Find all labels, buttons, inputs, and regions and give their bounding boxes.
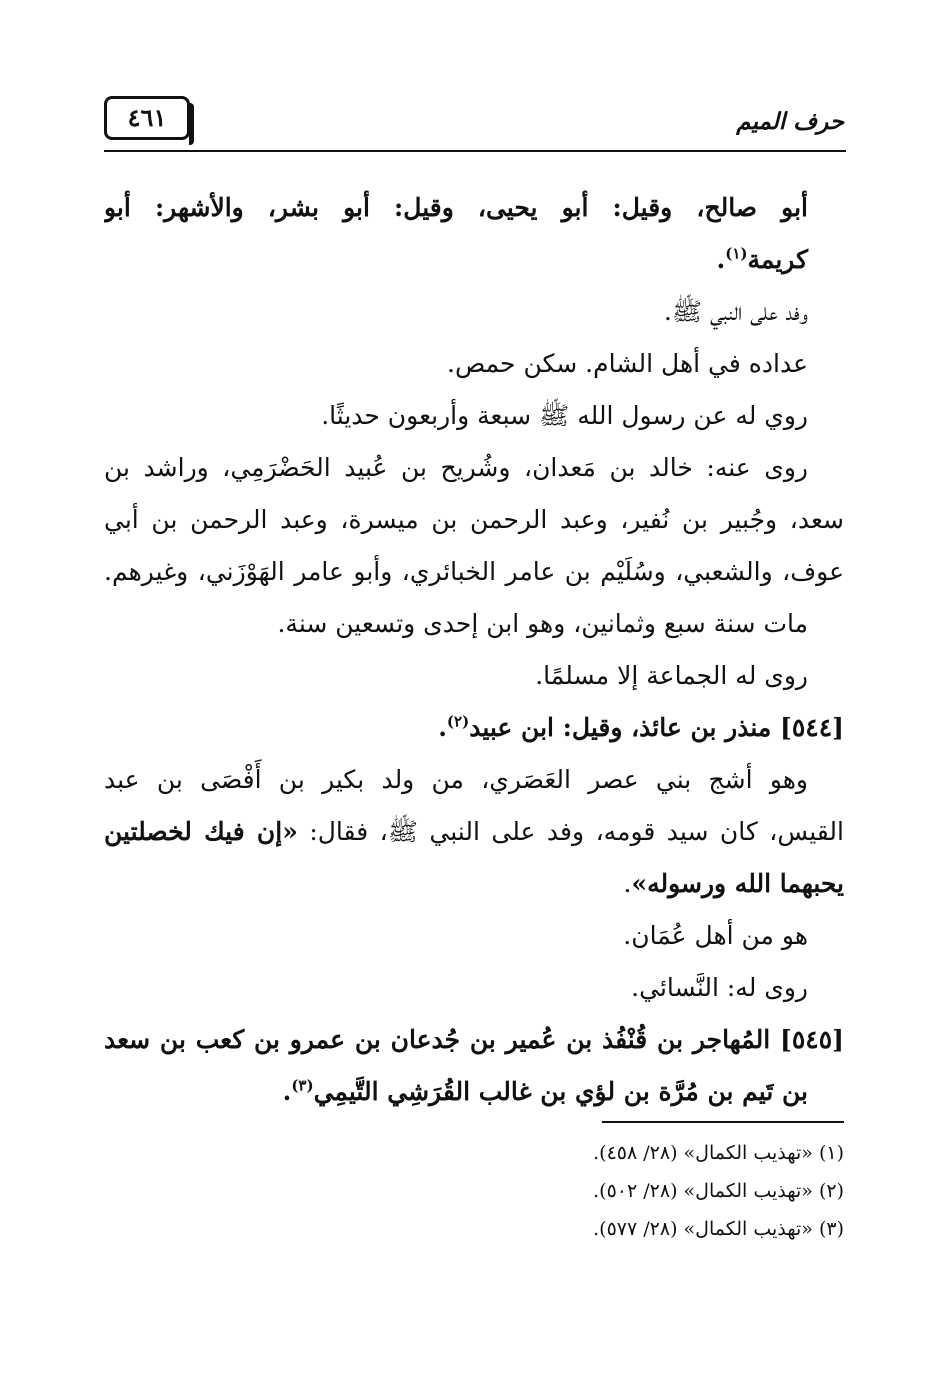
line-text: روى له: النَّسائي.: [631, 973, 808, 1002]
footnote-separator: [602, 1121, 844, 1123]
text-line: [104, 754, 844, 806]
line-tail: .: [716, 245, 726, 274]
text-line: [104, 962, 844, 1014]
header-rule: [104, 150, 846, 152]
text-line: [104, 442, 844, 494]
text-line: [104, 806, 844, 858]
footnote: (٣) «تهذيب الكمال» (٢٨/ ٥٧٧).: [593, 1218, 844, 1240]
main-text: [104, 182, 844, 1118]
line-text: [٥٤٥] المُهاجر بن قُنْفُذ بن عُمير بن جُدعان بن عمرو بن كعب بن سعد: [104, 1025, 844, 1054]
entry-heading-continued: [104, 1066, 844, 1118]
line-text: مات سنة سبع وثمانين، وهو ابن إحدى وتسعين سنة.: [277, 609, 808, 638]
text-line: [104, 286, 844, 338]
text-line: [104, 390, 844, 442]
line-text: روى له الجماعة إلا مسلمًا.: [535, 661, 808, 690]
line-text: وفد على النبي ﷺ.: [663, 297, 808, 326]
running-head: حرف الميم: [736, 108, 844, 135]
page-number: ٤٦١: [104, 96, 190, 140]
line-text: سعد، وجُبير بن نُفير، وعبد الرحمن بن ميسرة، وعبد الرحمن بن أبي: [104, 505, 844, 534]
line-text: عداده في أهل الشام. سكن حمص.: [447, 349, 808, 378]
line-text: [٥٤٤] منذر بن عائذ، وقيل: ابن عبيد: [469, 713, 844, 742]
line-tail: .: [282, 1077, 292, 1106]
text-line: [104, 858, 844, 910]
line-text: وهو أشج بني عصر العَصَري، من ولد بكير بن أَفْصَى بن عبد: [104, 765, 808, 794]
line-text: القيس، كان سيد قومه، وفد على النبي ﷺ، فقال:: [297, 817, 844, 846]
text-line: [104, 598, 844, 650]
footnotes: [593, 1134, 844, 1248]
line-tail: .: [623, 869, 632, 898]
text-line: [104, 494, 844, 546]
text-line: [104, 910, 844, 962]
line-text: روي له عن رسول الله ﷺ سبعة وأربعون حديثًا.: [321, 401, 808, 430]
text-line: [104, 338, 844, 390]
text-line: [104, 234, 844, 286]
text-line: [104, 546, 844, 598]
line-text: روى عنه: خالد بن مَعدان، وشُريح بن عُبيد الحَضْرَمِي، وراشد بن: [104, 453, 808, 482]
line-text: هو من أهل عُمَان.: [623, 921, 808, 950]
text-line: [104, 182, 844, 234]
line-tail: .: [438, 713, 447, 742]
footnote-ref: (٣): [291, 1076, 314, 1095]
footnote: (١) «تهذيب الكمال» (٢٨/ ٤٥٨).: [593, 1142, 844, 1164]
entry-heading: [104, 702, 844, 754]
footnote-ref: (١): [725, 244, 748, 263]
line-text: يحبهما الله ورسوله»: [631, 869, 844, 898]
line-text: بن تَيم بن مُرَّة بن لؤي بن غالب القُرَشِي التَّيمِي: [313, 1077, 808, 1106]
entry-heading: [104, 1014, 844, 1066]
line-text: عوف، والشعبي، وسُلَيْم بن عامر الخبائري، وأبو عامر الهَوْزَني، وغيرهم.: [104, 557, 844, 586]
line-text: كريمة: [747, 245, 808, 274]
footnote: (٢) «تهذيب الكمال» (٢٨/ ٥٠٢).: [593, 1180, 844, 1202]
footnote-ref: (٢): [446, 712, 470, 731]
text-line: [104, 650, 844, 702]
hadith-quote: «إن فيك لخصلتين: [104, 817, 298, 846]
line-text: أبو صالح، وقيل: أبو يحيى، وقيل: أبو بشر، والأشهر: أبو: [104, 193, 808, 222]
